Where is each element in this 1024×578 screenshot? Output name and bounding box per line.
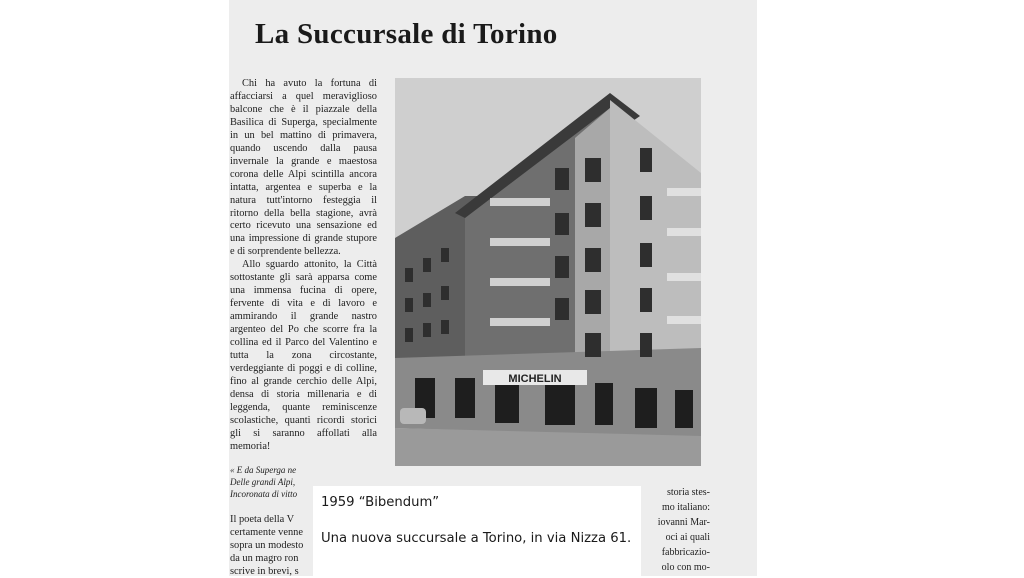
text-line: fabbricazio- — [661, 547, 710, 558]
text-line: sopra un modesto — [230, 540, 304, 551]
michelin-building-image — [395, 78, 701, 466]
text-line: iovanni Mar- — [657, 517, 710, 528]
text-line: certamente venne — [230, 527, 303, 538]
paragraph-1: Chi ha avuto la fortuna di affacciarsi a quel meraviglioso balcone che è il piazzale della Basilica di Superga, specialmente in un bel mattino di primavera, quando uscendo dalla pausa invernale la grande e maestosa corona delle Alpi scintilla ancora intatta, argentea e superba e la natura tutt'intorno festeggia il ritorno della bella stagione, avrà certo ricevuto una sensazione ed una impressione di grande stupore e di sorprendente bellezza. — [230, 78, 377, 258]
text-line: da un magro ron — [230, 553, 299, 564]
text-line: oci ai quali — [665, 532, 710, 543]
michelin-sign: MICHELIN — [508, 373, 562, 385]
paragraph-2: Allo sguardo attonito, la Città sottostante gli sarà apparsa come una immensa fucina di opere, fervente di vita e di lavoro e ammirando il grande nastro argenteo del Po che scorre fra la collina ed il Parco del Valentino e tutta la zona circostante, verdeggiante di poggi e di colline, fino al grande cerchio delle Alpi, densa di storia millenaria e di leggenda, quante reminiscenze scolastiche, quanti ricordi storici gli si saranno affollati alla memoria! — [230, 259, 377, 452]
article-title: La Succursale di Torino — [255, 18, 558, 50]
quote-line: Delle grandi Alpi, — [230, 477, 296, 487]
text-line: olo con mo- — [661, 562, 710, 573]
text-line: storia stes- — [666, 487, 710, 498]
building-photo — [395, 78, 701, 466]
caption-year-title: 1959 “Bibendum” — [321, 495, 440, 510]
text-line: Il poeta della V — [230, 514, 295, 525]
article-column-1 — [230, 78, 377, 454]
text-line: mo italiano: — [661, 502, 710, 513]
article-column-right-fragment — [640, 485, 710, 575]
quote-line: Incoronata di vitto — [230, 489, 298, 499]
text-line: scrive in brevi, s — [230, 566, 299, 577]
caption-box — [313, 486, 641, 576]
caption-description: Una nuova succursale a Torino, in via Nizza 61. — [321, 531, 632, 546]
quote-line: « E da Superga ne — [230, 465, 297, 475]
